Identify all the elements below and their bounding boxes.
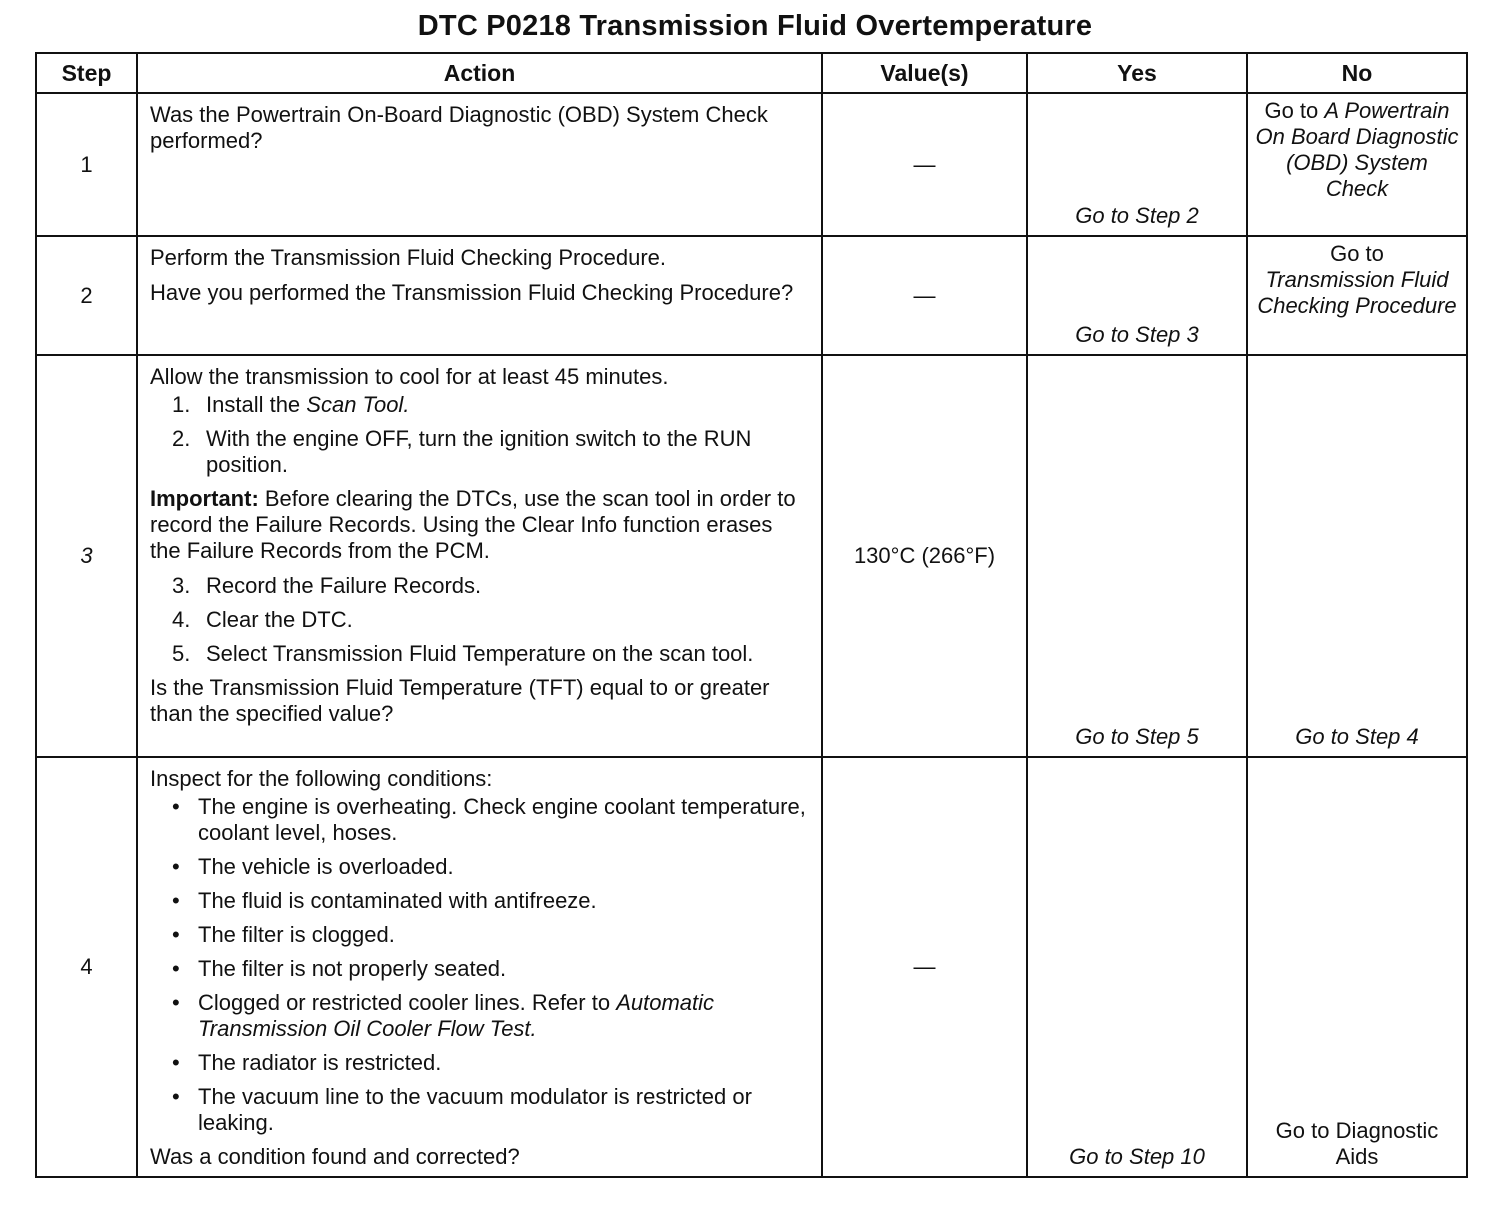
header-action: Action [137,53,822,93]
sub-step-number: 1. [172,392,191,417]
action-text: Perform the Transmission Fluid Checking Procedure. [150,245,666,270]
sub-step-italic: Scan Tool. [306,392,410,417]
step-number: 3 [36,355,137,757]
action-text: Have you performed the Transmission Fluid Checking Procedure? [150,280,794,305]
condition-bullet: • The vacuum line to the vacuum modulator is restricted or leaking. [150,1084,809,1136]
diagnostic-table [35,52,1468,1178]
action-text: Allow the transmission to cool for at least 45 minutes. [150,364,669,389]
action-cell [137,757,822,1177]
table-row [36,355,1467,757]
table-row [36,236,1467,355]
sub-step-text: With the engine OFF, turn the ignition switch to the RUN position. [206,426,752,477]
no-link[interactable]: Go to Diagnostic Aids [1247,757,1467,1177]
step-number: 1 [36,93,137,236]
sub-step [150,426,809,478]
no-link[interactable] [1247,93,1467,236]
bullet-text: The filter is clogged. [198,922,395,947]
value-cell: 130°C (266°F) [822,355,1027,757]
no-link[interactable]: Go to Step 4 [1247,355,1467,757]
no-link[interactable] [1247,236,1467,355]
condition-bullet: • The filter is clogged. [150,922,809,948]
bullet-text: Clogged or restricted cooler lines. Refer to [198,990,617,1015]
no-prefix: Go to [1330,241,1384,266]
bullet-text: The engine is overheating. Check engine coolant temperature, coolant level, hoses. [198,794,806,845]
table-row [36,93,1467,236]
header-step: Step [36,53,137,93]
sub-step [150,607,809,633]
bullet-text: The radiator is restricted. [198,1050,442,1075]
sub-step-text: Install the [206,392,307,417]
page-title: DTC P0218 Transmission Fluid Overtemperature [417,10,1093,42]
sub-step-text: Record the Failure Records. [206,573,482,598]
table-row [36,757,1467,1177]
header-row [36,53,1467,93]
value-cell: — [822,93,1027,236]
sub-step-text: Clear the DTC. [206,607,353,632]
bullet-text: The filter is not properly seated. [198,956,507,981]
condition-bullet: • Clogged or restricted cooler lines. Refer to Automatic Transmission Oil Cooler Flow Test. [172,990,715,1041]
no-prefix: Go to [1264,98,1325,123]
action-text: Was the Powertrain On-Board Diagnostic (OBD) System Check performed? [150,102,768,153]
action-cell [137,236,822,355]
action-question: Was a condition found and corrected? [150,1144,520,1169]
sub-step-text: Select Transmission Fluid Temperature on the scan tool. [206,641,754,666]
important-note [150,486,809,564]
condition-bullet: • The filter is not properly seated. [150,956,809,982]
step-number: 2 [36,236,137,355]
sub-step [150,573,809,599]
sub-step [150,392,809,418]
header-values: Value(s) [822,53,1027,93]
header-no: No [1247,53,1467,93]
condition-bullet: • The engine is overheating. Check engine coolant temperature, coolant level, hoses. [150,794,809,846]
action-question: Is the Transmission Fluid Temperature (TFT) equal to or greater than the specified value? [150,675,770,726]
sub-step-number: 3. [172,573,191,598]
step-number: 4 [36,757,137,1177]
important-text: Before clearing the DTCs, use the scan tool in order to record the Failure Records. Using the Clear Info function erases the Failure Records from the PCM. [150,486,796,563]
sub-step [150,641,809,667]
yes-link[interactable]: Go to Step 10 [1027,757,1247,1177]
sub-step-number: 5. [172,641,191,666]
no-italic: Transmission Fluid Checking Procedure [1257,267,1457,318]
yes-link[interactable]: Go to Step 2 [1027,93,1247,236]
bullet-text: The vehicle is overloaded. [198,854,454,879]
sub-step-number: 4. [172,607,191,632]
action-cell [137,355,822,757]
action-text: Inspect for the following conditions: [150,766,493,791]
value-cell: — [822,236,1027,355]
bullet-italic: Automatic Transmission Oil Cooler Flow Test. [198,990,715,1041]
no-italic: A Powertrain On Board Diagnostic (OBD) System Check [1255,98,1459,201]
header-yes: Yes [1027,53,1247,93]
value-cell: — [822,757,1027,1177]
bullet-text: The vacuum line to the vacuum modulator is restricted or leaking. [198,1084,752,1135]
yes-link[interactable]: Go to Step 5 [1027,355,1247,757]
condition-bullet: • The vehicle is overloaded. [150,854,809,880]
condition-bullet: • The radiator is restricted. [150,1050,809,1076]
yes-link[interactable]: Go to Step 3 [1027,236,1247,355]
condition-bullet: • The fluid is contaminated with antifreeze. [150,888,809,914]
important-label: Important: [150,486,259,511]
action-cell [137,93,822,236]
sub-step-number: 2. [172,426,191,451]
bullet-text: The fluid is contaminated with antifreeze. [198,888,597,913]
